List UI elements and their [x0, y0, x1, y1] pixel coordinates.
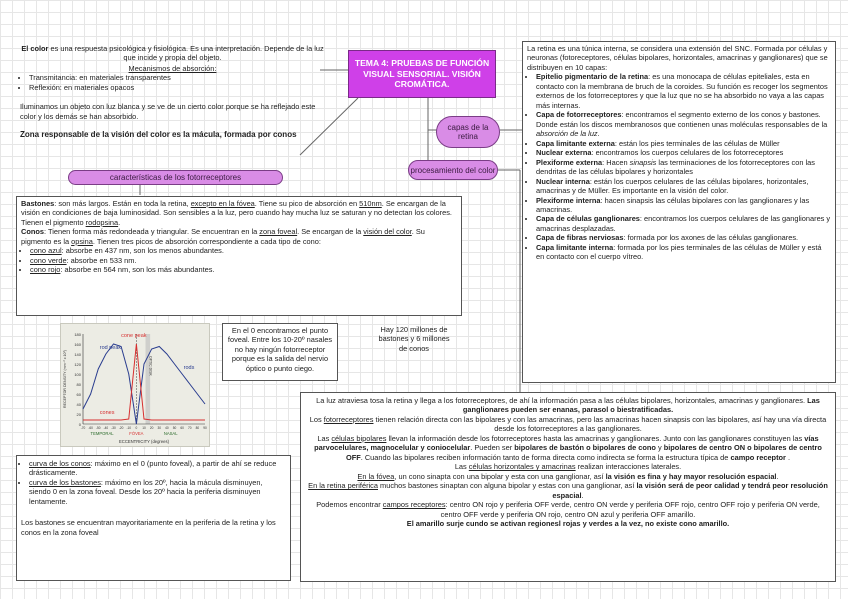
- text-run: La luz atraviesa tosa la retina y llega a los fotorreceptores, de ahí la información pasa a las células bipolares, horizontales, amacrinas y ganglionares.: [316, 396, 808, 405]
- x-tick-label: 40: [165, 426, 169, 430]
- y-tick-label: 100: [74, 372, 81, 377]
- layer-text: : encontramos los cuerpos celulares de los fotorreceptores: [591, 148, 784, 158]
- text-run: Podemos encontrar: [316, 500, 383, 510]
- text-run: y: [655, 443, 664, 453]
- illumination-text: Iluminamos un objeto con luz blanca y se ve de un cierto color porque se ha reflejado este color y los demás se han absorbido.: [20, 102, 316, 121]
- text-run: opsina: [71, 236, 93, 246]
- layer-text: : es una monocapa de células epiteliales, esta en contacto con la membrana de bruch de la coroides. Su función es recoger los segmentos externos de los fotorreceptores y que la luz que no se ha absorbido no vaya a las capas más internas.: [536, 72, 828, 110]
- y-tick-label: 180: [74, 332, 81, 337]
- text-run: Los: [309, 414, 324, 424]
- text-run: : absorbe en 533 nm.: [66, 255, 137, 265]
- text-run: , un cono sinapta con una bipolar y esta con una ganglionar, así: [394, 471, 606, 481]
- retina-layer-item: [536, 148, 831, 157]
- text-run: Las ganglionares pueden ser enanas, parasol o biestratificadas.: [462, 396, 820, 415]
- receptor-density-chart: [60, 323, 210, 447]
- retina-layer-item: [536, 72, 831, 110]
- processing-p3: [307, 434, 829, 462]
- x-tick-label: -50: [95, 426, 101, 430]
- text-run: campos receptores: [382, 500, 446, 510]
- x-tick-label: -70: [80, 426, 86, 430]
- x-axis-label: ECCENTRICITY (degrees): [119, 439, 169, 444]
- layer-text: : están los cuerpos celulares de las células bipolares, horizontales, amacrinas y de Müller. Es importante en la visión del color.: [536, 176, 809, 196]
- x-tick-label: 0: [135, 426, 138, 430]
- curve-item: [29, 459, 286, 478]
- text-run: visión del color: [363, 227, 412, 237]
- layer-text: .: [597, 129, 600, 139]
- layer-text: : están los pies terminales de las células de Müller: [614, 138, 780, 148]
- layer-text: : hacen sinapsis las células bipolares con las ganglionares y las amacrinas.: [536, 195, 810, 214]
- text-run: : máximo en los 20º, hacia la mácula disminuyen, siendo 0 en la zona foveal. Desde los 20º hacia la periferia disminuyen lentamente.: [29, 477, 263, 506]
- color-term: El color: [21, 44, 49, 53]
- text-run: fotorreceptores: [323, 414, 374, 424]
- x-tick-label: -10: [126, 426, 132, 430]
- text-run: la visión será de peor calidad y tendrá peor resolución espacial: [552, 481, 828, 500]
- layer-text-italic: sinapsis: [629, 157, 657, 167]
- processing-p6: [307, 481, 829, 500]
- layer-name: Capa de fotorreceptores: [536, 110, 622, 120]
- text-run: .: [118, 217, 121, 227]
- retina-layer-item: [536, 196, 831, 215]
- optic-disk-label: OPTIC DISK: [148, 356, 153, 376]
- y-tick-label: 140: [74, 352, 81, 357]
- layer-name: Nuclear interna: [536, 176, 590, 186]
- region-label: FÓVEA: [129, 431, 144, 436]
- cone-type-item: [30, 246, 457, 255]
- node-caracteristicas-fotorreceptores[interactable]: características de los fotorreceptores: [68, 170, 283, 185]
- text-run: Las: [317, 433, 332, 443]
- retina-intro: La retina es una túnica interna, se considera una extensión del SNC. Formada por células y neuronas (fotoreceptores, células bipolares, horizontales, amacrinas y ganglionares) que se distribuyen en 10 capas:: [527, 44, 828, 72]
- chart-annotation: cones: [99, 410, 115, 416]
- layer-name: Capa limitante externa: [536, 138, 615, 148]
- layer-name: Capa limitante interna: [536, 242, 614, 252]
- x-tick-label: 20: [149, 426, 154, 430]
- layer-name: Plexiforme externa: [536, 157, 603, 167]
- layer-name: Capa de fibras nerviosas: [536, 233, 624, 243]
- text-run: . Se encargan de la: [297, 227, 364, 237]
- layer-name: Epitelio pigmentario de la retina: [536, 72, 649, 82]
- chart-annotation: rods: [183, 365, 195, 371]
- layer-text: las terminaciones de los fotorreceptores con las dendritas de las células bipolares y horizontales: [536, 157, 815, 177]
- retina-layer-item: [536, 158, 831, 177]
- y-axis-label: RECEPTOR DENSITY (mm⁻² x 10³): [63, 350, 67, 408]
- text-run: . Se encargan de la visión en condiciones de baja luminosidad. Son sensibles a la luz, pero cuando hay mucha luz se saturan y no detectan los colores. Tienen el pigmento: [21, 199, 452, 227]
- processing-box: [300, 392, 836, 582]
- main-title[interactable]: TEMA 4: PRUEBAS DE FUNCIÓN VISUAL SENSORIAL. VISIÓN CROMÁTICA.: [348, 50, 496, 98]
- text-run: células bipolares: [331, 433, 387, 443]
- text-run: .: [581, 490, 584, 500]
- text-run: rodopsina: [85, 217, 119, 227]
- retina-layers-box: [522, 41, 836, 383]
- processing-p2: [307, 415, 829, 434]
- counts-note: Hay 120 millones de bastones y 6 millones de conos: [378, 325, 450, 353]
- text-run: la visión es fina y hay mayor resolución espacial: [605, 471, 777, 481]
- color-intro: [20, 44, 325, 140]
- region-label: TEMPORAL: [90, 431, 114, 436]
- mechanism-item: • Reflexión: en materiales opacos: [29, 83, 325, 92]
- text-run: Las: [454, 462, 469, 472]
- text-run: muchos bastones sinaptan con alguna bipolar y estas con una ganglionar, así: [378, 481, 637, 491]
- processing-p5: [307, 472, 829, 481]
- optic-disk-band: [146, 334, 151, 424]
- text-run: : absorbe en 437 nm, son los menos abundantes.: [61, 246, 224, 256]
- text-run: : centro ON rojo y periferia OFF verde, centro ON verde y periferia OFF rojo, centro OFF rojo y periferia ON verde, centro OFF verde y periferia ON rojo, centro ON azul y periferia OFF amarillo.: [440, 500, 820, 519]
- text-run: El amarillo surje cundo se activan regionesl rojas y verdes a la vez, no existe cono amarillo.: [406, 519, 730, 529]
- y-tick-label: 60: [76, 392, 81, 397]
- layer-text: : encontramos el segmento externo de los conos y bastones. Donde están los discos membranosos que contienen unas moléculas responsables de la: [536, 110, 828, 129]
- text-run: tienen relación directa con las bipolares y con las amacrinas, pero las amacrinas hacen sinapsis con las bipolares, así hay una vía directa desde los fotorreceptores a las ganglionares.: [373, 414, 827, 434]
- mechanisms-title: Mecanismos de absorción:: [128, 63, 217, 73]
- processing-p7: [307, 500, 829, 519]
- text-run: zona foveal: [259, 227, 298, 237]
- chart-annotation: cone peak: [121, 333, 147, 339]
- layer-name: Capa de células ganglionares: [536, 214, 640, 224]
- cone-type-item: [30, 256, 457, 265]
- text-run: En la retina periférica: [308, 481, 378, 491]
- retina-layer-item: [536, 214, 831, 233]
- text-run: 510nm: [359, 199, 382, 208]
- receptor-density-svg: [61, 324, 211, 448]
- text-run: : máximo en el 0 (punto foveal), a partir de ahí se reduce drásticamente.: [29, 459, 277, 478]
- text-run: curva de los bastones: [29, 477, 101, 487]
- text-run: : son más largos. Están en toda la retina,: [54, 199, 191, 208]
- text-run: . Su pigmento es la: [21, 227, 425, 246]
- text-run: : Tienen forma más redondeada y triangular. Se encuentran en la: [44, 227, 260, 237]
- conos-text: [21, 227, 457, 246]
- retina-layer-item: [536, 243, 831, 262]
- x-tick-label: -60: [88, 426, 93, 430]
- retina-layer-item: [536, 233, 831, 242]
- text-run: . Tienen tres picos de absorción correspondiente a cada tipo de cono:: [92, 236, 321, 246]
- text-run: llevan la información desde los fotorreceptores hasta las amacrinas y ganglionares. Junto con las ganglionares constituyen las: [386, 433, 805, 443]
- x-tick-label: 50: [172, 426, 177, 430]
- layer-text: : encontramos los cuerpos celulares de las ganglionares y amacrinas desplazadas.: [536, 214, 831, 233]
- conos-label: Conos: [21, 227, 44, 237]
- y-tick-label: 0: [78, 422, 81, 427]
- text-run: cono verde: [30, 255, 67, 265]
- x-tick-label: -20: [118, 426, 124, 430]
- text-run: . Pueden ser: [470, 443, 515, 453]
- chart-annotation: rod peak: [99, 345, 122, 351]
- layer-name: Plexiforme interna: [536, 195, 601, 205]
- layer-text: : formada por los axones de las células ganglionares.: [623, 233, 799, 243]
- color-definition: es una respuesta psicológica y fisiológica. Es una interpretación. Depende de la luz que incide y propia del objeto.: [48, 44, 324, 63]
- text-run: campo receptor: [730, 452, 786, 462]
- processing-p8: [307, 519, 829, 528]
- x-tick-label: 60: [180, 426, 184, 430]
- fovea-note: En el 0 encontramos el punto foveal. Entre los 10-20º nasales no hay ningún fotorreceptor porque es la salida del nervio óptico o punto ciego.: [222, 323, 338, 381]
- x-tick-label: -40: [103, 426, 109, 430]
- retina-layer-item: [536, 177, 831, 196]
- x-tick-label: 30: [157, 426, 162, 430]
- retina-layer-item: [536, 139, 831, 148]
- text-run: cono rojo: [30, 265, 61, 275]
- layer-text-italic: absorción de la luz: [536, 129, 598, 139]
- text-run: vías parvocelulares, magnocelular y coniocelular: [314, 433, 819, 453]
- node-procesamiento-color[interactable]: procesamiento del color: [408, 160, 498, 180]
- cone-type-item: [30, 265, 457, 274]
- curves-note: [16, 455, 291, 581]
- text-run: .: [776, 471, 779, 481]
- text-run: En la fóvea: [357, 471, 395, 481]
- bastones-label: Bastones: [21, 199, 55, 208]
- series-line-cones: [83, 344, 205, 420]
- text-run: . Tiene su pico de absorción en: [254, 199, 360, 208]
- retina-layers-list: [527, 72, 831, 261]
- mechanism-item: • Transmitancia: en materiales transparentes: [29, 73, 325, 82]
- curve-item: [29, 478, 286, 506]
- curves-footer: Los bastones se encuentran mayoritariamente en la periferia de la retina y los conos en la zona foveal: [21, 518, 276, 537]
- text-run: .: [785, 452, 791, 462]
- y-tick-label: 120: [74, 362, 81, 367]
- text-run: : absorbe en 564 nm, son los más abundantes.: [60, 265, 215, 275]
- node-capas-retina[interactable]: capas de la retina: [436, 116, 500, 148]
- layer-text: : Hacen: [602, 157, 630, 167]
- x-tick-label: 70: [187, 426, 192, 430]
- text-run: cono azul: [30, 246, 62, 256]
- text-run: excepto en la fóvea: [190, 199, 255, 208]
- x-tick-label: -30: [111, 426, 116, 430]
- color-zone-text: Zona responsable de la visión del color es la mácula, formada por conos: [20, 130, 297, 140]
- y-tick-label: 40: [76, 402, 81, 407]
- bastones-text: [21, 199, 457, 227]
- text-run: curva de los conos: [29, 459, 91, 468]
- x-tick-label: 10: [142, 426, 146, 430]
- layer-name: Nuclear externa: [536, 148, 592, 158]
- text-run: bipolares de bastón o bipolares de cono: [514, 443, 656, 453]
- region-label: NASAL: [163, 431, 178, 436]
- processing-p4: [307, 462, 829, 471]
- y-tick-label: 20: [76, 412, 81, 417]
- layer-text: : formada por los pies terminales de las células de Müller y está en contacto con el cuerpo vítreo.: [536, 242, 822, 262]
- text-run: realizan interacciones laterales.: [575, 462, 682, 472]
- text-run: . Cuando las bipolares reciben información tanto de forma directa como indirecta se forma la estructura típica de: [360, 452, 731, 462]
- processing-p1: [307, 396, 829, 415]
- x-tick-label: 80: [195, 426, 200, 430]
- y-tick-label: 80: [76, 382, 81, 387]
- x-tick-label: 90: [203, 426, 207, 430]
- y-tick-label: 160: [74, 342, 81, 347]
- photoreceptors-box: [16, 196, 462, 316]
- retina-layer-item: [536, 110, 831, 138]
- text-run: bipolares de centro ON o bipolares de centro OFF: [345, 443, 822, 462]
- text-run: células horizontales y amacrinas: [468, 462, 576, 472]
